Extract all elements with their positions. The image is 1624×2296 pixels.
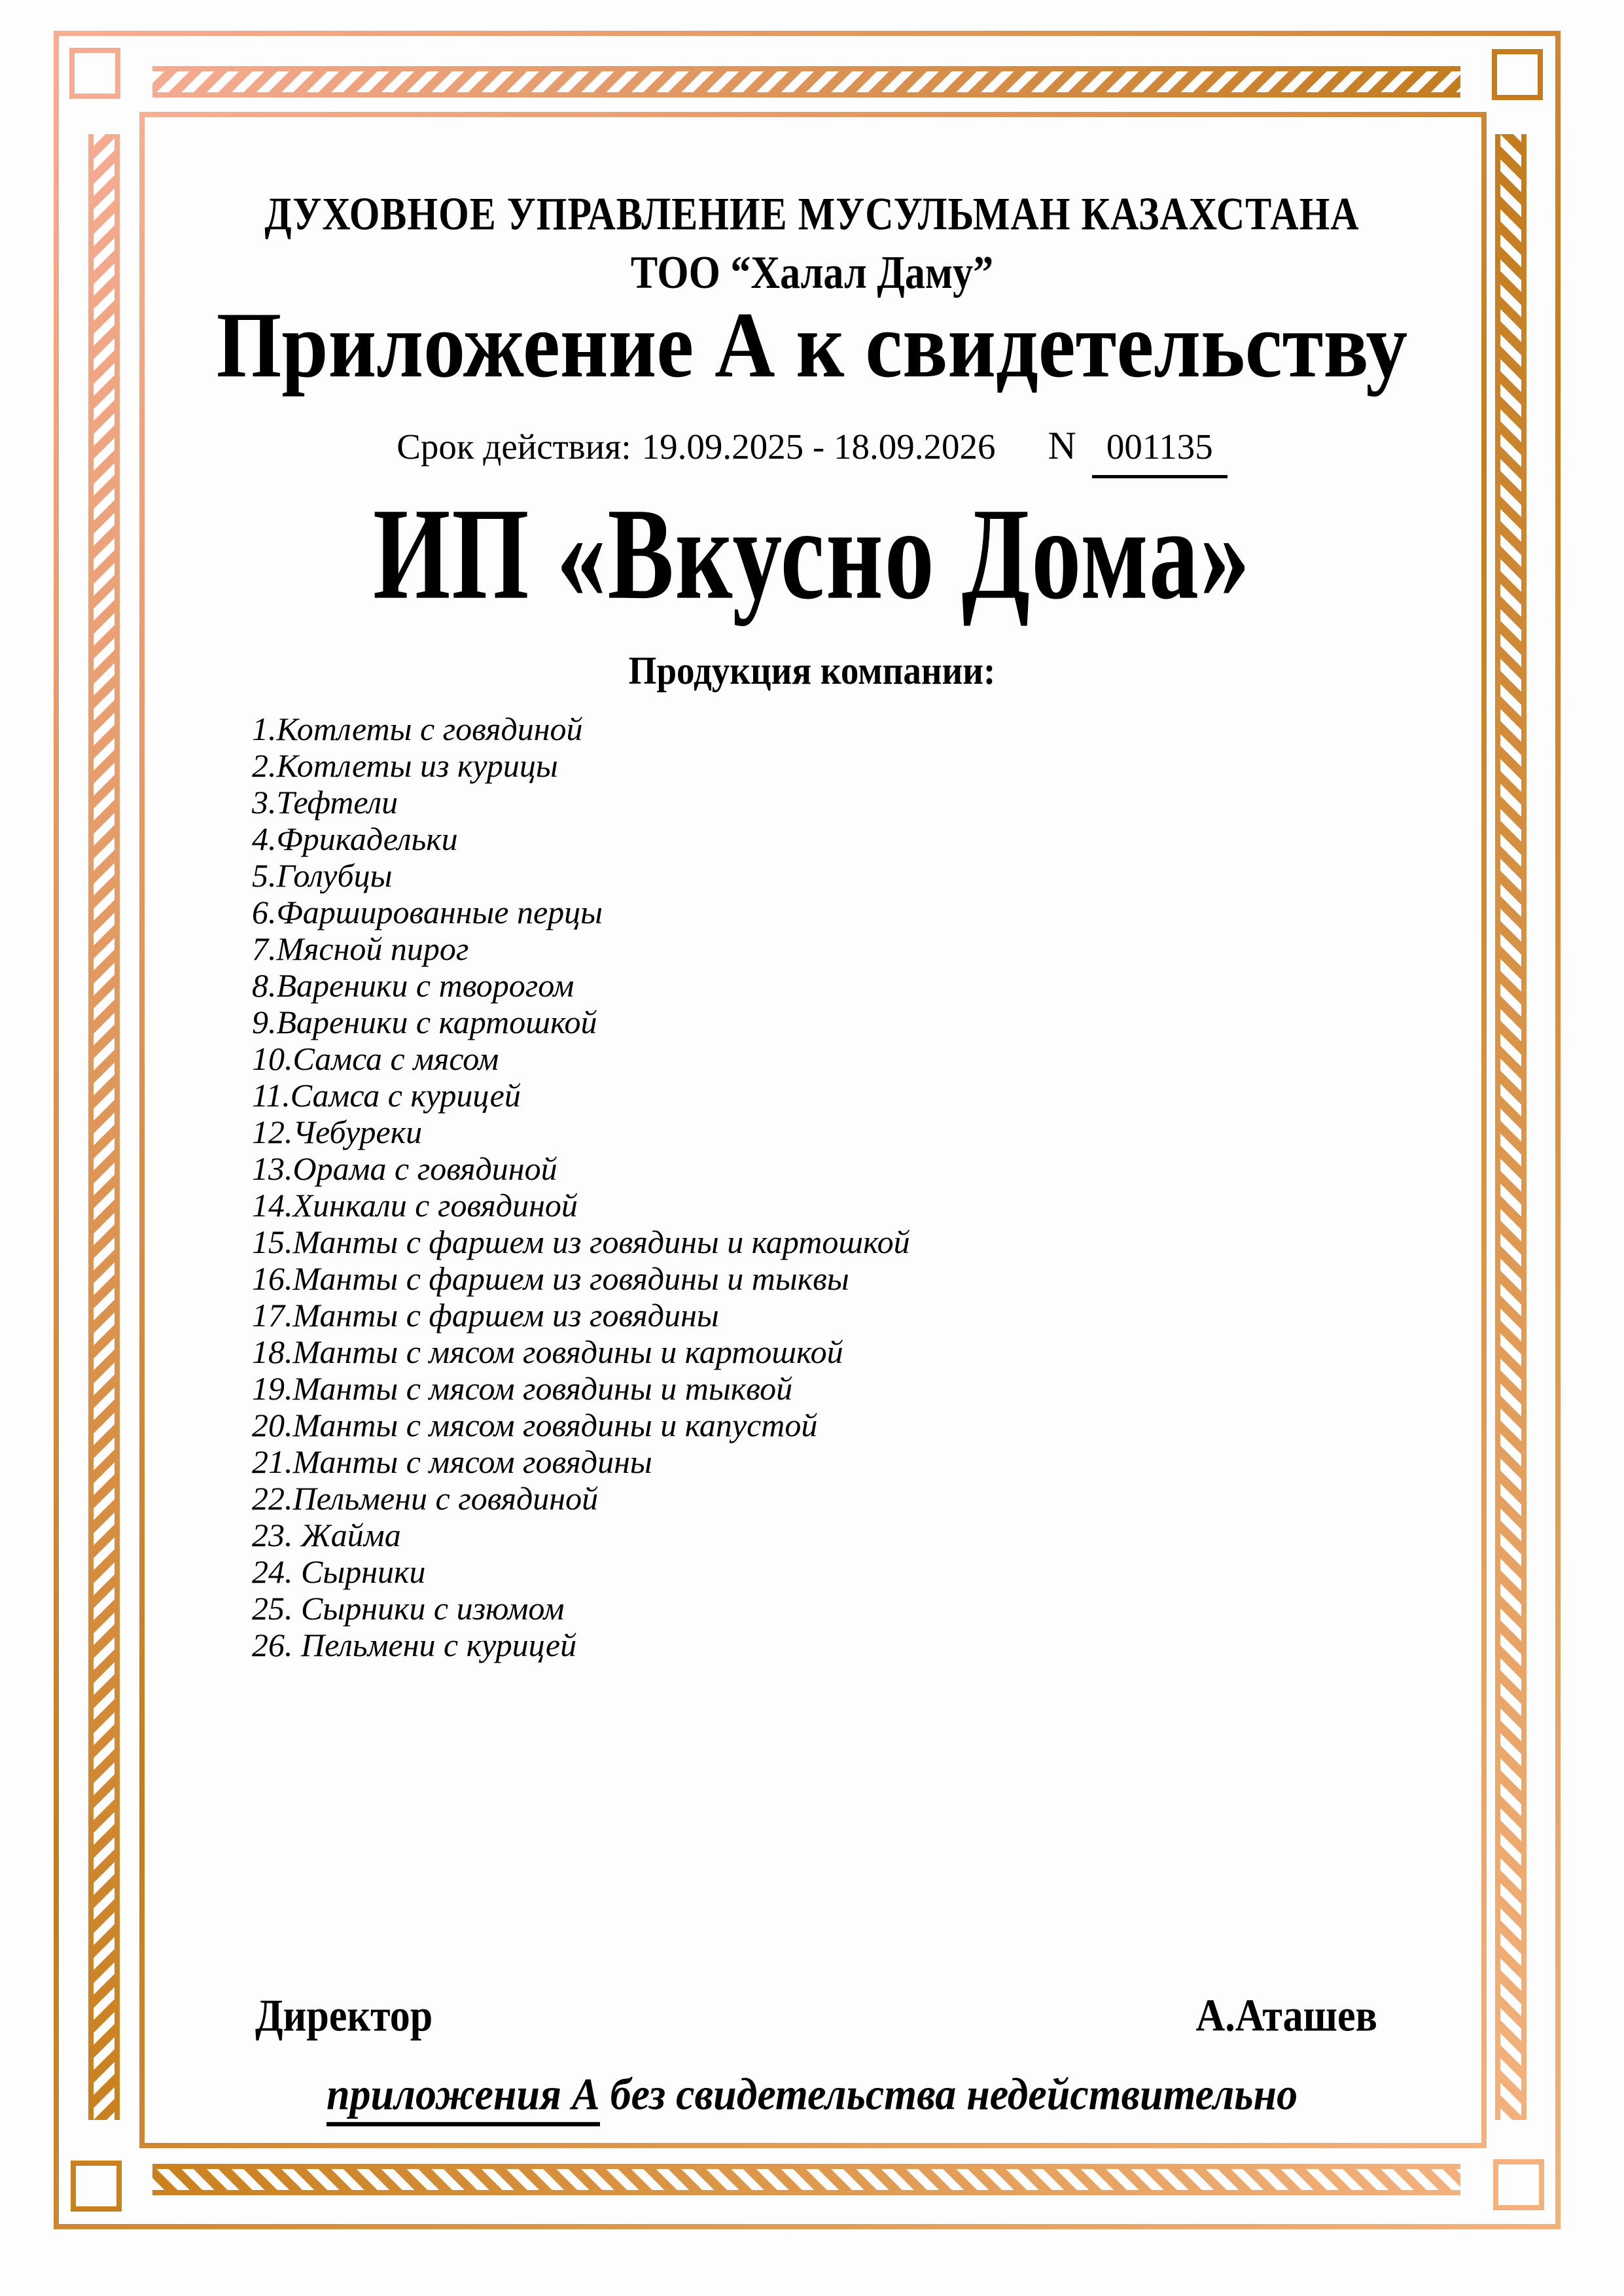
product-item: 23. Жайма xyxy=(252,1517,401,1553)
number-value: 001135 xyxy=(1092,425,1227,478)
product-item: 7.Мясной пирог xyxy=(252,930,469,967)
product-item: 1.Котлеты с говядиной xyxy=(252,711,583,747)
number-label: N xyxy=(1048,424,1076,467)
product-item: 9.Вареники с картошкой xyxy=(252,1004,597,1040)
signature-name: А.Аташев xyxy=(1195,1991,1377,2041)
product-item: 21.Манты с мясом говядины xyxy=(252,1443,652,1480)
frame-corner-square-bottom-left xyxy=(71,2161,122,2212)
product-item: 13.Орама с говядиной xyxy=(252,1150,557,1187)
products-list xyxy=(252,711,1364,1663)
product-item: 20.Манты с мясом говядины и капустой xyxy=(252,1407,818,1443)
document-title: Приложение А к свидетельству xyxy=(216,292,1408,397)
product-item: 12.Чебуреки xyxy=(252,1114,423,1150)
product-item: 3.Тефтели xyxy=(252,784,398,821)
validity-label: Срок действия: xyxy=(397,427,631,467)
signature-row xyxy=(255,1990,1377,2043)
product-item: 5.Голубцы xyxy=(252,857,393,894)
footer-underlined-part: приложения А xyxy=(327,2069,600,2126)
signature-role: Директор xyxy=(255,1991,433,2041)
frame-corner-square-top-right xyxy=(1492,49,1543,100)
product-item: 17.Манты с фаршем из говядины xyxy=(252,1297,719,1333)
org-name-line2: ТОО “Халал Даму” xyxy=(630,247,994,299)
products-header: Продукция компании: xyxy=(628,648,996,693)
frame-hatch-band-top xyxy=(152,66,1460,97)
validity-line xyxy=(0,422,1624,478)
product-item: 16.Манты с фаршем из говядины и тыквы xyxy=(252,1260,849,1297)
product-item: 10.Самса с мясом xyxy=(252,1040,499,1077)
product-item: 19.Манты с мясом говядины и тыквой xyxy=(252,1370,793,1407)
product-item: 22.Пельмени с говядиной xyxy=(252,1480,599,1517)
product-item: 6.Фаршированные перцы xyxy=(252,894,603,930)
footer-note xyxy=(0,2068,1624,2122)
product-item: 8.Вареники с творогом xyxy=(252,967,574,1004)
validity-period: 19.09.2025 - 18.09.2026 xyxy=(641,427,996,467)
product-item: 18.Манты с мясом говядины и картошкой xyxy=(252,1333,843,1370)
frame-corner-square-top-left xyxy=(69,48,120,99)
product-item: 24. Сырники xyxy=(252,1553,426,1590)
product-item: 15.Манты с фаршем из говядины и картошкой xyxy=(252,1224,910,1260)
product-item: 14.Хинкали с говядиной xyxy=(252,1187,578,1224)
frame-hatch-band-bottom xyxy=(152,2164,1460,2195)
product-item: 25. Сырники с изюмом xyxy=(252,1590,565,1627)
product-item: 4.Фрикадельки xyxy=(252,821,458,857)
footer-rest: без свидетельства недействительно xyxy=(599,2069,1298,2119)
product-item: 26. Пельмени с курицей xyxy=(252,1627,577,1663)
org-name-line1: ДУХОВНОЕ УПРАВЛЕНИЕ МУСУЛЬМАН КАЗАХСТАНА xyxy=(264,188,1360,239)
frame-corner-square-bottom-right xyxy=(1493,2159,1544,2210)
product-item: 2.Котлеты из курицы xyxy=(252,747,558,784)
company-name: ИП «Вкусно Дома» xyxy=(373,481,1251,627)
product-item: 11.Самса с курицей xyxy=(252,1077,521,1114)
